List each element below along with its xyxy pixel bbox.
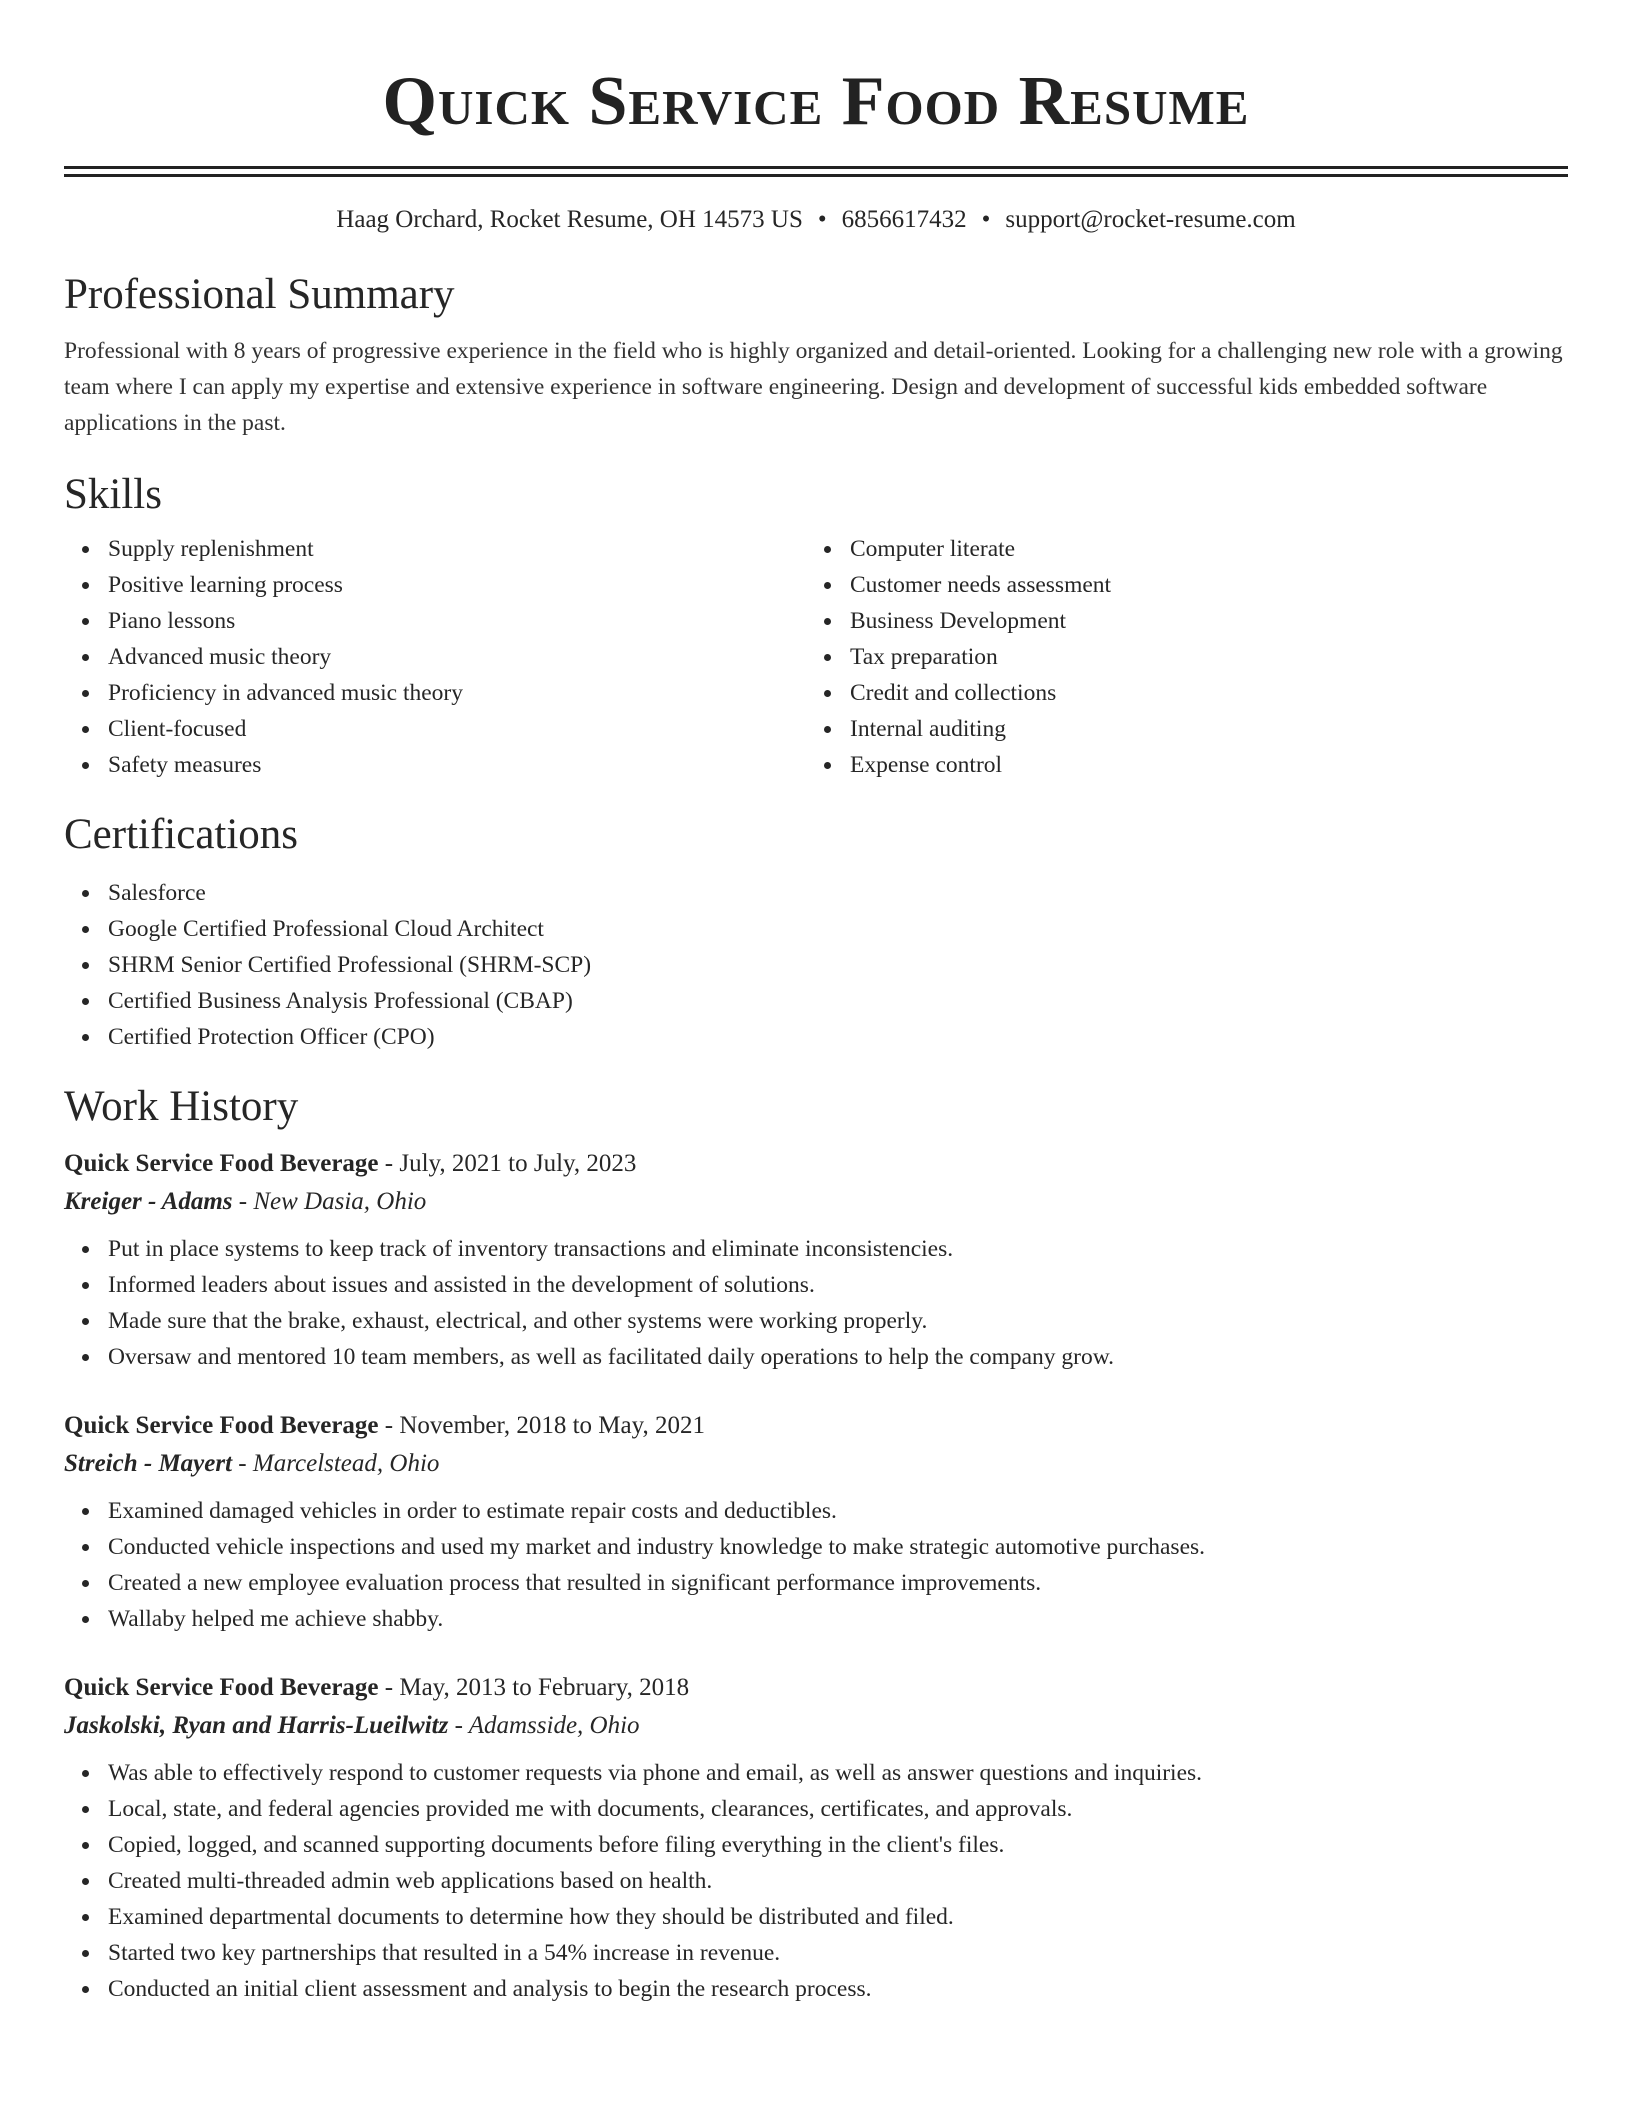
- contact-separator: •: [981, 206, 991, 233]
- job-location: - New Dasia, Ohio: [232, 1188, 427, 1215]
- job-bullet: Examined departmental documents to determine how they should be distributed and filed.: [64, 1899, 1568, 1935]
- work-history-heading: Work History: [64, 1083, 299, 1130]
- skill-item: Piano lessons: [64, 603, 806, 639]
- skill-item: Internal auditing: [806, 711, 1548, 747]
- skills-section: [64, 469, 1568, 783]
- job-title: Quick Service Food Beverage: [64, 1412, 379, 1439]
- skill-item: Safety measures: [64, 747, 806, 783]
- skill-item: Customer needs assessment: [806, 567, 1548, 603]
- skill-item: Proficiency in advanced music theory: [64, 675, 806, 711]
- job-bullet: Oversaw and mentored 10 team members, as well as facilitated daily operations to help the company grow.: [64, 1339, 1568, 1375]
- job-bullet: Copied, logged, and scanned supporting documents before filing everything in the client's files.: [64, 1827, 1568, 1863]
- job-company: Kreiger - Adams: [64, 1188, 233, 1215]
- skill-item: Positive learning process: [64, 567, 806, 603]
- job-dates: - July, 2021 to July, 2023: [378, 1150, 637, 1177]
- skill-item: Credit and collections: [806, 675, 1548, 711]
- job-bullet: Informed leaders about issues and assisted in the development of solutions.: [64, 1267, 1568, 1303]
- certification-item: Salesforce: [64, 875, 1568, 911]
- summary-text: Professional with 8 years of progressive experience in the field who is highly organized and detail-oriented. Looking for a challenging new role with a growing team where I can apply my expertise and extensive experience in software engineering. Design and development of successful kids embedded software applications in the past.: [64, 338, 1563, 436]
- skill-item: Computer literate: [806, 531, 1548, 567]
- skill-item: Expense control: [806, 747, 1548, 783]
- certification-item: Certified Protection Officer (CPO): [64, 1019, 1568, 1055]
- certifications-list: [64, 875, 1568, 1055]
- job-title: Quick Service Food Beverage: [64, 1674, 379, 1701]
- job-bullet: Conducted an initial client assessment and analysis to begin the research process.: [64, 1971, 1568, 2007]
- job-dates: - May, 2013 to February, 2018: [378, 1674, 690, 1701]
- job-bullet: Made sure that the brake, exhaust, electrical, and other systems were working properly.: [64, 1303, 1568, 1339]
- job-bullet: Wallaby helped me achieve shabby.: [64, 1601, 1568, 1637]
- contact-email: support@rocket-resume.com: [1005, 206, 1296, 233]
- job-bullet: Local, state, and federal agencies provided me with documents, clearances, certificates, and approvals.: [64, 1791, 1568, 1827]
- certifications-section: [64, 809, 1568, 1055]
- job-bullet: Examined damaged vehicles in order to estimate repair costs and deductibles.: [64, 1493, 1568, 1529]
- skill-item: Business Development: [806, 603, 1548, 639]
- skills-grid: [64, 531, 1568, 783]
- job-title-line: [64, 1407, 1568, 1445]
- job-company-line: [64, 1183, 1568, 1221]
- job-bullets: [64, 1231, 1568, 1375]
- job-bullets: [64, 1493, 1568, 1637]
- skills-heading: Skills: [64, 471, 162, 518]
- job-entry: [64, 1145, 1568, 1375]
- resume-title: Quick Service Food Resume: [382, 63, 1250, 140]
- certification-item: Google Certified Professional Cloud Architect: [64, 911, 1568, 947]
- job-company-line: [64, 1445, 1568, 1483]
- resume-page: [64, 0, 1568, 2007]
- job-bullet: Put in place systems to keep track of inventory transactions and eliminate inconsistencies.: [64, 1231, 1568, 1267]
- skill-item: Advanced music theory: [64, 639, 806, 675]
- job-bullet: Was able to effectively respond to customer requests via phone and email, as well as answer questions and inquiries.: [64, 1755, 1568, 1791]
- certification-item: SHRM Senior Certified Professional (SHRM-SCP): [64, 947, 1568, 983]
- skill-item: Client-focused: [64, 711, 806, 747]
- contact-separator: •: [817, 206, 827, 233]
- contact-address: Haag Orchard, Rocket Resume, OH 14573 US: [336, 206, 803, 233]
- job-company: Jaskolski, Ryan and Harris-Lueilwitz: [64, 1712, 449, 1739]
- skills-list-right: [806, 531, 1548, 783]
- job-company: Streich - Mayert: [64, 1450, 233, 1477]
- job-company-line: [64, 1707, 1568, 1745]
- job-location: - Adamsside, Ohio: [448, 1712, 640, 1739]
- job-bullets: [64, 1755, 1568, 2007]
- job-dates: - November, 2018 to May, 2021: [378, 1412, 706, 1439]
- job-bullet: Created a new employee evaluation process that resulted in significant performance improvements.: [64, 1565, 1568, 1601]
- certification-item: Certified Business Analysis Professional (CBAP): [64, 983, 1568, 1019]
- job-bullet: Conducted vehicle inspections and used my market and industry knowledge to make strategic automotive purchases.: [64, 1529, 1568, 1565]
- work-history-section: [64, 1081, 1568, 2007]
- summary-heading: Professional Summary: [64, 271, 455, 318]
- job-location: - Marcelstead, Ohio: [232, 1450, 440, 1477]
- summary-section: [64, 269, 1568, 441]
- contact-phone: 6856617432: [841, 206, 967, 233]
- certifications-heading: Certifications: [64, 811, 299, 858]
- skill-item: Tax preparation: [806, 639, 1548, 675]
- title-divider: [64, 166, 1568, 177]
- job-entry: [64, 1407, 1568, 1637]
- job-title-line: [64, 1669, 1568, 1707]
- job-title-line: [64, 1145, 1568, 1183]
- skills-list-left: [64, 531, 806, 783]
- skill-item: Supply replenishment: [64, 531, 806, 567]
- job-entry: [64, 1669, 1568, 2007]
- job-bullet: Created multi-threaded admin web applications based on health.: [64, 1863, 1568, 1899]
- job-bullet: Started two key partnerships that resulted in a 54% increase in revenue.: [64, 1935, 1568, 1971]
- contact-line: [64, 205, 1568, 235]
- job-title: Quick Service Food Beverage: [64, 1150, 379, 1177]
